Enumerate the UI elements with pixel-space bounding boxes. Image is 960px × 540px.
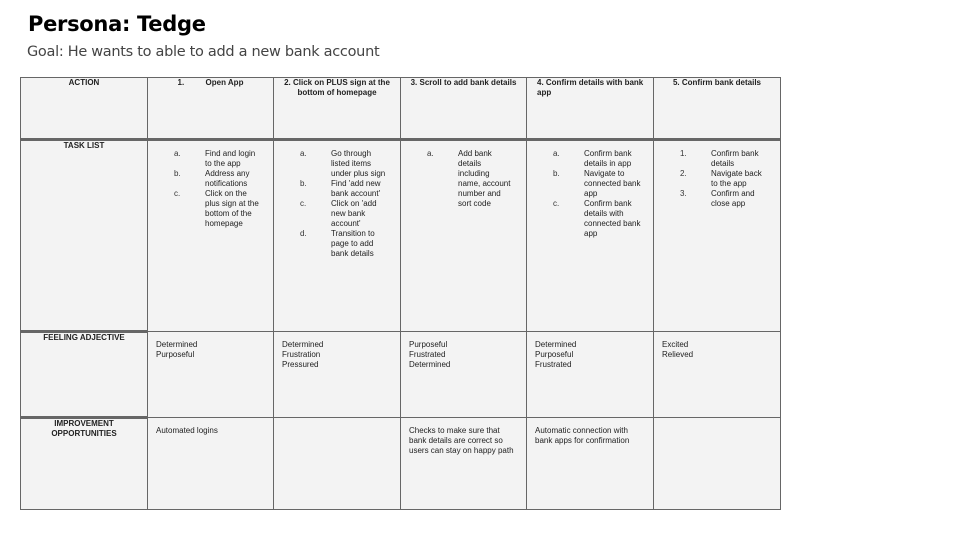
task-text: Confirm bank details with connected bank app — [584, 199, 641, 238]
task-marker: 1. — [680, 149, 687, 158]
feeling-adjective: Purposeful — [535, 350, 574, 359]
task-marker: c. — [300, 199, 307, 208]
feeling-cell — [274, 332, 401, 418]
persona-goal: Goal: He wants to able to add a new bank account — [27, 44, 380, 60]
stage-label: Open App — [205, 78, 244, 87]
task-marker: d. — [300, 229, 307, 238]
task-item — [156, 169, 265, 189]
task-text: Transition to page to add bank details — [331, 229, 375, 258]
stage-header-2: 2. Click on PLUS sign at the bottom of homepage — [274, 78, 401, 140]
task-text: Confirm bank details — [711, 149, 759, 168]
task-text: Confirm and close app — [711, 189, 755, 208]
task-cell — [274, 140, 401, 332]
feeling-adjective: Determined — [409, 360, 451, 369]
task-text: Click on the plus sign at the bottom of the homepage — [205, 189, 259, 228]
feeling-adjective: Frustrated — [409, 350, 446, 359]
task-item — [156, 149, 265, 169]
task-cell — [527, 140, 654, 332]
task-marker: a. — [174, 149, 181, 158]
feeling-adjective: Pressured — [282, 360, 319, 369]
journey-map-table — [20, 77, 781, 510]
task-list — [662, 149, 772, 209]
feeling-adjective: Purposeful — [156, 350, 195, 359]
improvement-text: Automatic connection with bank apps for confirmation — [535, 426, 630, 445]
task-marker: 2. — [680, 169, 687, 178]
stage-header-1 — [148, 78, 274, 140]
task-marker: a. — [553, 149, 560, 158]
feeling-adjective: Determined — [282, 340, 324, 349]
task-marker: a. — [300, 149, 307, 158]
task-text: Address any notifications — [205, 169, 250, 188]
task-item — [282, 199, 392, 229]
feeling-adjective: Determined — [535, 340, 577, 349]
task-text: Navigate back to the app — [711, 169, 762, 188]
improvement-cell — [148, 418, 274, 510]
task-marker: b. — [174, 169, 181, 178]
action-row — [21, 78, 781, 140]
task-item — [662, 149, 772, 169]
row-header-feeling: FEELING ADJECTIVE — [21, 332, 148, 418]
improvement-row — [21, 418, 781, 510]
stage-header-4: 4. Confirm details with bank app — [527, 78, 654, 140]
task-text: Navigate to connected bank app — [584, 169, 641, 198]
feeling-adjective: Frustration — [282, 350, 321, 359]
feeling-cell — [148, 332, 274, 418]
task-list — [282, 149, 392, 259]
row-header-action: ACTION — [21, 78, 148, 140]
task-cell — [654, 140, 781, 332]
task-item — [662, 189, 772, 209]
task-marker: 3. — [680, 189, 687, 198]
task-item — [535, 199, 645, 239]
task-text: Find 'add new bank account' — [331, 179, 381, 198]
row-header-task-list: TASK LIST — [21, 140, 148, 332]
improvement-cell — [654, 418, 781, 510]
stage-number: 1. — [177, 78, 185, 87]
task-marker: a. — [427, 149, 434, 158]
improvement-cell — [274, 418, 401, 510]
feeling-adjective: Determined — [156, 340, 198, 349]
improvement-text: Automated logins — [156, 426, 218, 435]
stage-header-3: 3. Scroll to add bank details — [401, 78, 527, 140]
improvement-text — [274, 418, 400, 426]
page-title: Persona: Tedge — [28, 12, 206, 36]
feeling-cell — [654, 332, 781, 418]
task-marker: c. — [553, 199, 560, 208]
task-item — [662, 169, 772, 189]
task-cell — [401, 140, 527, 332]
feeling-adjective: Excited — [662, 340, 689, 349]
task-text: Click on 'add new bank account' — [331, 199, 377, 228]
row-header-improvement: IMPROVEMENT OPPORTUNITIES — [21, 418, 148, 510]
task-text: Find and login to the app — [205, 149, 256, 168]
task-item — [535, 149, 645, 169]
task-text: Go through listed items under plus sign — [331, 149, 386, 178]
task-marker: b. — [553, 169, 560, 178]
feeling-cell — [401, 332, 527, 418]
task-list-row — [21, 140, 781, 332]
task-list — [156, 149, 265, 229]
stage-header-5: 5. Confirm bank details — [654, 78, 781, 140]
task-list — [409, 149, 518, 209]
task-item — [282, 229, 392, 259]
task-text: Confirm bank details in app — [584, 149, 632, 168]
task-text: Add bank details including name, account number and sort code — [458, 149, 511, 208]
improvement-text — [654, 418, 780, 426]
task-item — [535, 169, 645, 199]
feeling-adjective: Frustrated — [535, 360, 572, 369]
task-marker: b. — [300, 179, 307, 188]
improvement-cell — [401, 418, 527, 510]
feeling-adjective: Purposeful — [409, 340, 448, 349]
task-item — [282, 149, 392, 179]
task-marker: c. — [174, 189, 181, 198]
task-cell — [148, 140, 274, 332]
improvement-cell — [527, 418, 654, 510]
feeling-row — [21, 332, 781, 418]
task-item — [282, 179, 392, 199]
task-list — [535, 149, 645, 239]
task-item — [409, 149, 518, 209]
improvement-text: Checks to make sure that bank details are correct so users can stay on happy path — [409, 426, 514, 455]
feeling-adjective: Relieved — [662, 350, 694, 359]
feeling-cell — [527, 332, 654, 418]
task-item — [156, 189, 265, 229]
